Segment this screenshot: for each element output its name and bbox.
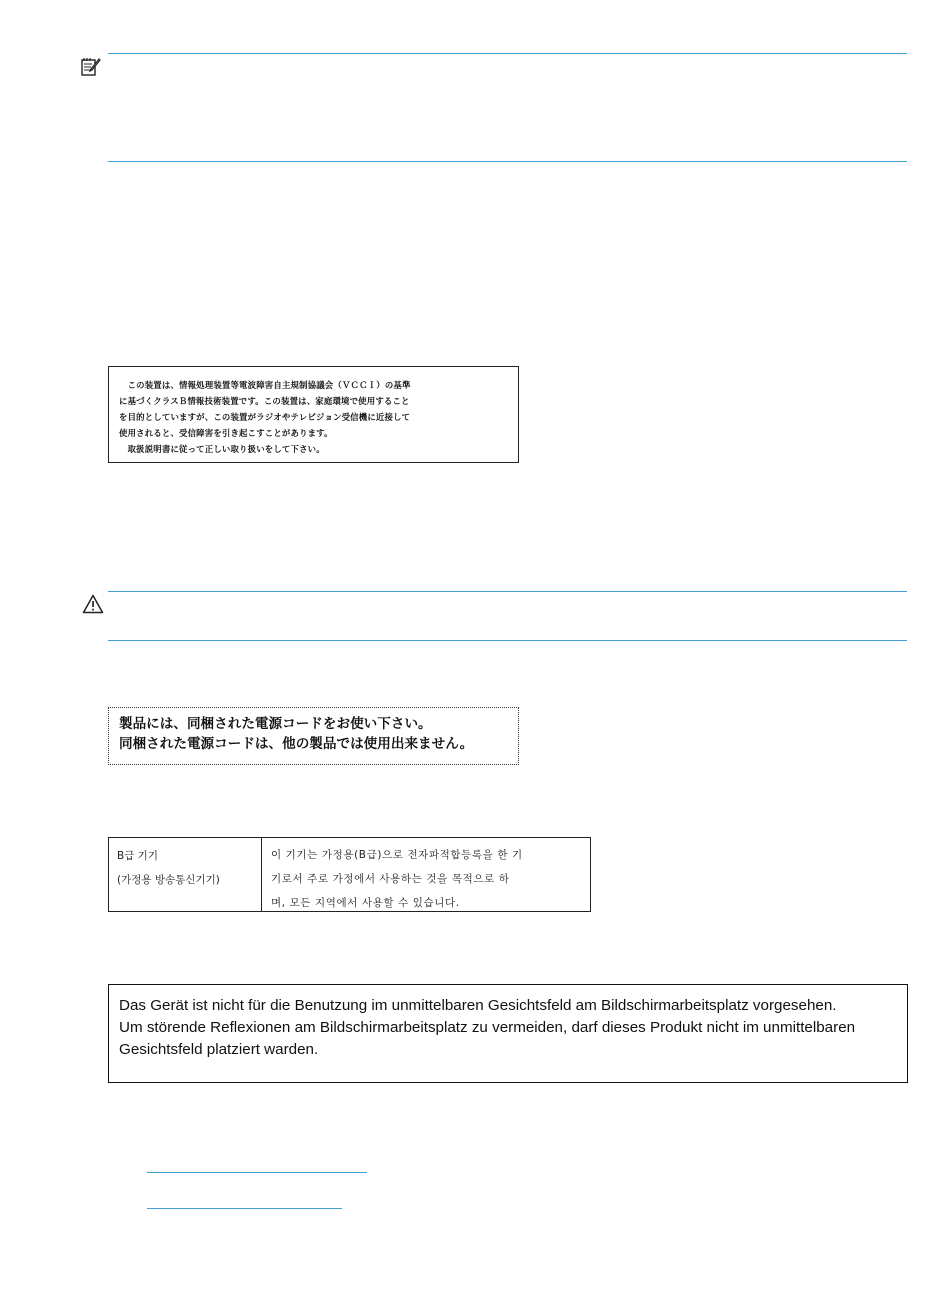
caution-top-rule (108, 591, 907, 592)
korea-notice-table (108, 837, 591, 912)
vcci-notice-box (108, 366, 519, 463)
korea-class-cell (109, 838, 262, 911)
korea-statement-cell (263, 838, 590, 916)
link-underline[interactable] (147, 1208, 342, 1209)
vcci-line: 使用されると、受信障害を引き起こすことがあります。 (119, 428, 333, 438)
caution-bottom-rule (108, 640, 907, 641)
german-line: Um störende Reflexionen am Bildschirmarbeitsplatz zu vermeiden, darf dieses Produkt nicht im unmittelbaren (119, 1019, 856, 1036)
german-line: Gesichtsfeld platziert warden. (119, 1041, 319, 1058)
vcci-line: を目的としていますが、この装置がラジオやテレビジョン受信機に近接して (119, 412, 411, 422)
german-line: Das Gerät ist nicht für die Benutzung im unmittelbaren Gesichtsfeld am Bildschirmarbeitsplatz vorgesehen. (119, 997, 837, 1014)
korea-statement-line: 이 기기는 가정용(B급)으로 전자파적합등록을 한 기 (271, 849, 523, 861)
note-top-rule (108, 53, 907, 54)
power-cord-line: 製品には、同梱された電源コードをお使い下さい。 (119, 716, 432, 732)
vcci-line: に基づくクラスＢ情報技術装置です。この装置は、家庭環境で使用すること (119, 396, 410, 406)
korea-statement-line: 기로서 주로 가정에서 사용하는 것을 목적으로 하 (271, 873, 510, 885)
note-icon (80, 56, 102, 78)
vcci-line: この装置は、情報処理装置等電波障害自主規制協議会（ＶＣＣＩ）の基準 (119, 380, 411, 390)
power-cord-notice-box (108, 707, 519, 765)
german-notice-box (108, 984, 908, 1083)
warning-icon (82, 594, 104, 614)
korea-class-line: (가정용 방송통신기기) (117, 874, 220, 886)
korea-class-line: B급 기기 (117, 850, 158, 862)
note-bottom-rule (108, 161, 907, 162)
link-underline[interactable] (147, 1172, 367, 1173)
vcci-line: 取扱説明書に従って正しい取り扱いをして下さい。 (119, 444, 325, 454)
power-cord-line: 同梱された電源コードは、他の製品では使用出来ません。 (119, 736, 474, 752)
korea-statement-line: 며, 모든 지역에서 사용할 수 있습니다. (271, 897, 460, 909)
